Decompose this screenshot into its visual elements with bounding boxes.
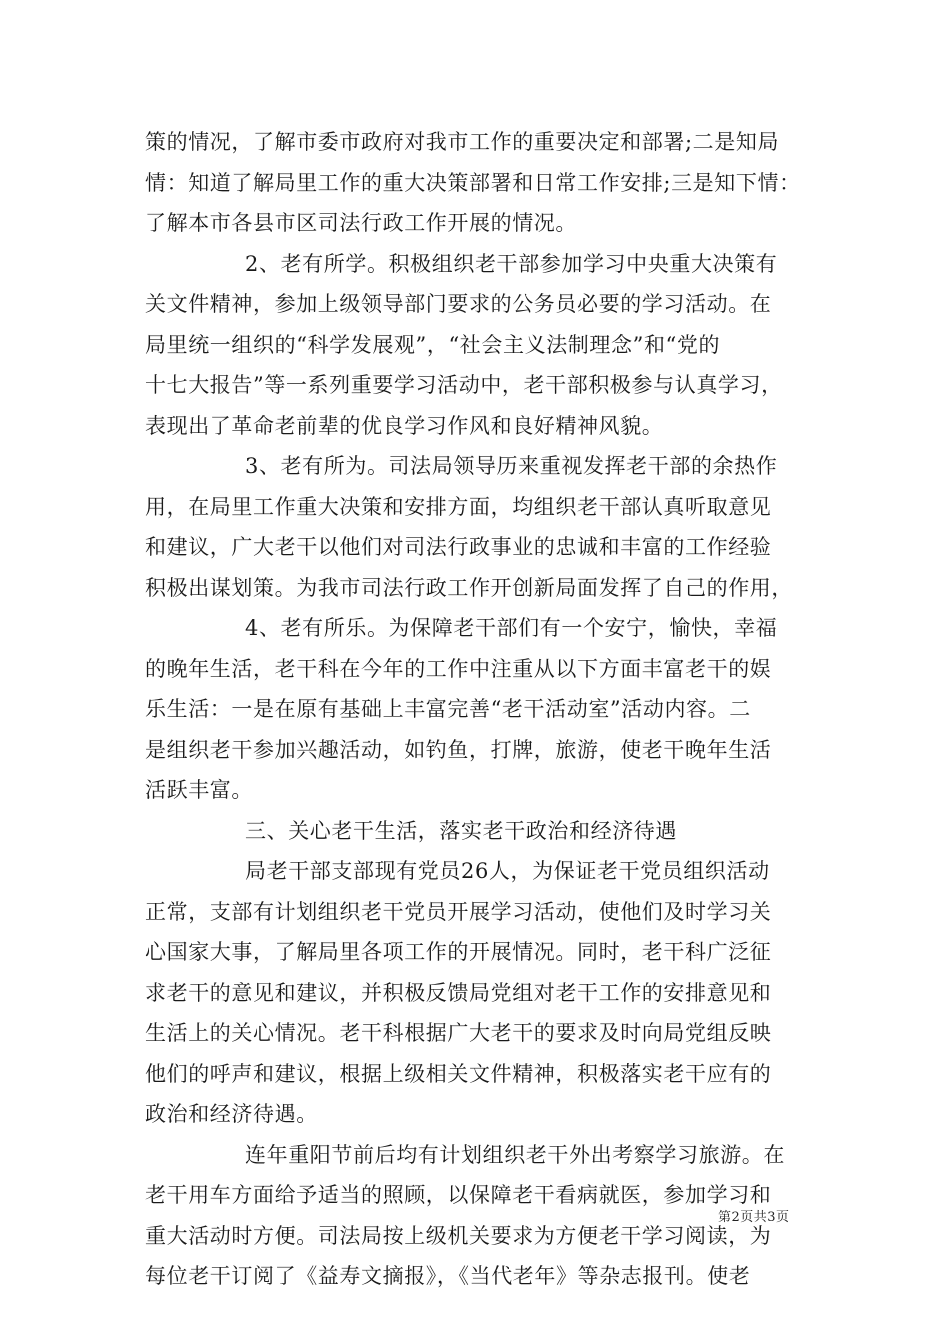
text-line: 生活上的关心情况。老干科根据广大老干的要求及时向局党组反映 (145, 1021, 772, 1045)
section-heading-3: 3、老有所为。司法局领导历来重视发挥老干部的余热作 (245, 454, 778, 478)
text-line: 和建议，广大老干以他们对司法行政事业的忠诚和丰富的工作经验 (145, 535, 772, 559)
text-line: 策的情况，了解市委市政府对我市工作的重要决定和部署;二是知局 (145, 130, 780, 154)
section-heading-4: 4、老有所乐。为保障老干部们有一个安宁，愉快，幸福 (245, 616, 778, 640)
text-line: 每位老干订阅了《益寿文摘报》，《当代老年》等杂志报刊。使老 (145, 1264, 751, 1288)
text-line: 的晚年生活，老干科在今年的工作中注重从以下方面丰富老干的娱 (145, 656, 772, 681)
section-heading-2: 2、老有所学。积极组织老干部参加学习中央重大决策有 (245, 251, 778, 276)
text-line: 正常，支部有计划组织老干党员开展学习活动，使他们及时学习关 (145, 899, 772, 924)
paragraph-start: 连年重阳节前后均有计划组织老干外出考察学习旅游。在 (245, 1142, 785, 1167)
text-line: 了解本市各县市区司法行政工作开展的情况。 (145, 211, 577, 235)
text-line: 十七大报告”等一系列重要学习活动中，老干部积极参与认真学习， (145, 373, 783, 397)
text-line: 活跃丰富。 (145, 778, 253, 802)
text-line: 老干用车方面给予适当的照顾，以保障老干看病就医，参加学习和 (145, 1183, 772, 1207)
text-line: 求老干的意见和建议，并积极反馈局党组对老干工作的安排意见和 (145, 980, 772, 1005)
text-line: 局里统一组织的“科学发展观”，“社会主义法制理念”和“党的 (145, 332, 721, 357)
text-line: 情：知道了解局里工作的重大决策部署和日常工作安排;三是知下情： (145, 170, 801, 195)
page-number: 第2页共3页 (718, 1210, 790, 1225)
text-line: 乐生活：一是在原有基础上丰富完善“老干活动室”活动内容。二 (145, 697, 751, 721)
chapter-heading-3: 三、关心老干生活，落实老干政治和经济待遇 (245, 818, 677, 843)
document-body (145, 122, 805, 1297)
text-line: 重大活动时方便。司法局按上级机关要求为方便老干学习阅读，为 (145, 1223, 772, 1248)
text-line: 是组织老干参加兴趣活动，如钓鱼，打牌，旅游，使老干晚年生活 (145, 737, 772, 762)
text-line: 他们的呼声和建议，根据上级相关文件精神，积极落实老干应有的 (145, 1061, 772, 1086)
paragraph-start: 局老干部支部现有党员26人，为保证老干党员组织活动 (245, 859, 770, 883)
text-line: 心国家大事，了解局里各项工作的开展情况。同时，老干科广泛征 (145, 940, 772, 964)
text-line: 用，在局里工作重大决策和安排方面，均组织老干部认真听取意见 (145, 494, 772, 519)
text-line: 政治和经济待遇。 (145, 1102, 318, 1126)
text-line: 关文件精神，参加上级领导部门要求的公务员必要的学习活动。在 (145, 292, 772, 316)
text-line: 积极出谋划策。为我市司法行政工作开创新局面发挥了自己的作用， (145, 575, 793, 600)
text-line: 表现出了革命老前辈的优良学习作风和良好精神风貌。 (145, 413, 664, 438)
